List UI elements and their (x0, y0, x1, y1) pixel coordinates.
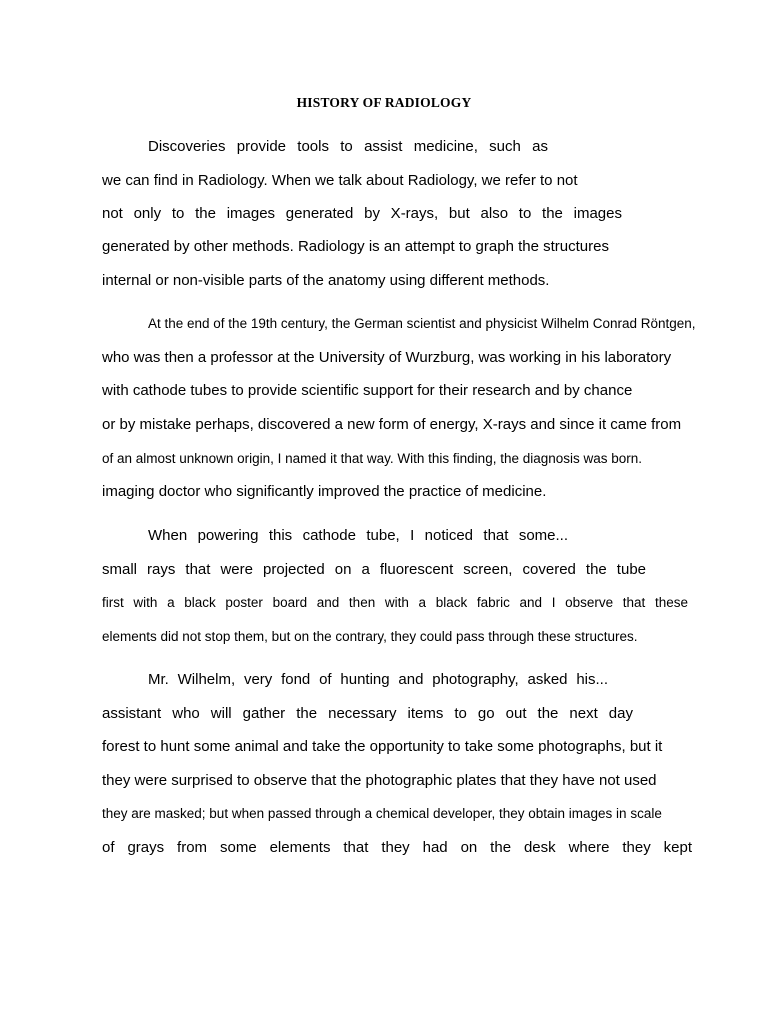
text-line: or by mistake perhaps, discovered a new form of energy, X-rays and since it came from (102, 416, 682, 433)
text-line: generated by other methods. Radiology is an attempt to graph the structures (102, 238, 609, 255)
text-line: small rays that were projected on a fluorescent screen, covered the tube (102, 561, 646, 578)
text-line: of an almost unknown origin, I named it that way. With this finding, the diagnosis was born. (102, 451, 643, 466)
text-line: who was then a professor at the University of Wurzburg, was working in his laboratory (102, 349, 672, 366)
text-line: not only to the images generated by X-rays, but also to the images (102, 205, 622, 222)
text-line: of grays from some elements that they had on the desk where they kept (102, 839, 692, 856)
text-line: imaging doctor who significantly improved the practice of medicine. (102, 483, 547, 500)
text-line: first with a black poster board and then with a black fabric and I observe that these (102, 595, 688, 610)
text-line: Mr. Wilhelm, very fond of hunting and photography, asked his... (148, 671, 608, 688)
text-line: they were surprised to observe that the photographic plates that they have not used (102, 772, 657, 789)
text-line: At the end of the 19th century, the German scientist and physicist Wilhelm Conrad Röntgen, (148, 316, 696, 331)
text-line: When powering this cathode tube, I noticed that some... (148, 527, 568, 544)
text-line: they are masked; but when passed through a chemical developer, they obtain images in scale (102, 806, 662, 821)
text-line: with cathode tubes to provide scientific support for their research and by chance (102, 382, 633, 399)
text-line: internal or non-visible parts of the anatomy using different methods. (102, 272, 550, 289)
text-line: assistant who will gather the necessary items to go out the next day (102, 705, 633, 722)
text-line: forest to hunt some animal and take the opportunity to take some photographs, but it (102, 738, 663, 755)
text-line: Discoveries provide tools to assist medicine, such as (148, 138, 548, 155)
text-line: we can find in Radiology. When we talk about Radiology, we refer to not (102, 172, 578, 189)
text-line: elements did not stop them, but on the contrary, they could pass through these structures. (102, 629, 638, 644)
document-title: HISTORY OF RADIOLOGY (296, 95, 472, 110)
